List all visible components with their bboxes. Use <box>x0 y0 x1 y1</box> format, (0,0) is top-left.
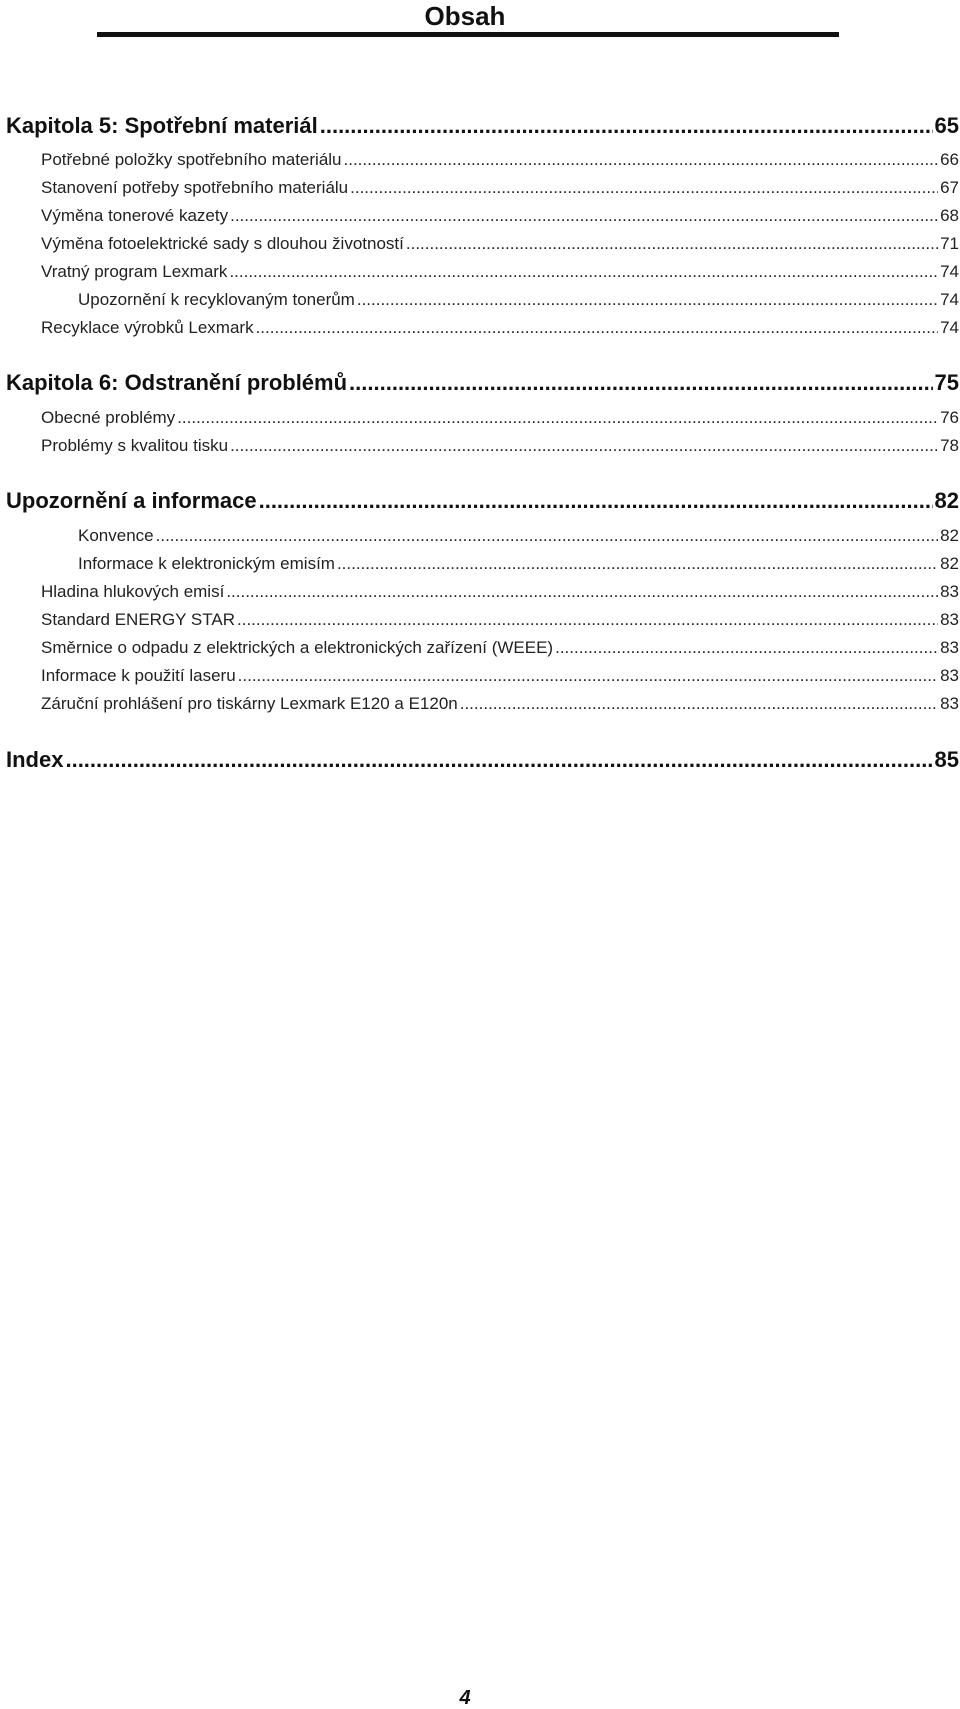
toc-leader-dots <box>357 289 938 311</box>
toc-chapter-title: Index <box>6 747 64 772</box>
toc-entry-page: 82 <box>940 554 959 573</box>
toc-entry[interactable] <box>41 261 959 283</box>
toc-chapter-page: 65 <box>934 113 959 138</box>
toc-entry-title: Informace k elektronickým emisím <box>78 554 335 573</box>
toc-entry-title: Výměna fotoelektrické sady s dlouhou životností <box>41 234 404 253</box>
toc-entry-title: Standard ENERGY STAR <box>41 610 236 629</box>
toc-entry-title: Výměna tonerové kazety <box>41 206 229 225</box>
toc-entry-title: Obecné problémy <box>41 408 176 427</box>
toc-entry-title: Informace k použití laseru <box>41 666 236 685</box>
toc-leader-dots <box>238 665 938 687</box>
toc-subentry[interactable] <box>78 553 959 575</box>
toc-entry-page: 71 <box>940 234 959 253</box>
toc-subentry[interactable] <box>78 525 959 547</box>
toc-leader-dots <box>259 487 933 515</box>
page-title: Obsah <box>424 1 506 31</box>
toc-entry-title: Stanovení potřeby spotřebního materiálu <box>41 178 349 197</box>
toc-leader-dots <box>65 746 932 774</box>
toc-entry[interactable] <box>41 149 959 171</box>
toc-chapter-5[interactable] <box>6 112 959 140</box>
toc-entry[interactable] <box>41 407 959 429</box>
toc-entry[interactable] <box>41 317 959 339</box>
toc-entry-title: Hladina hlukových emisí <box>41 582 225 601</box>
toc-entry-page: 83 <box>940 666 959 685</box>
toc-chapter-index[interactable] <box>6 746 959 774</box>
toc-leader-dots <box>256 317 939 339</box>
toc-chapter-title: Kapitola 6: Odstranění problémů <box>6 370 348 395</box>
toc-leader-dots <box>349 369 932 397</box>
toc-entry-page: 82 <box>940 526 959 545</box>
toc-leader-dots <box>156 525 938 547</box>
toc-entry-page: 68 <box>940 206 959 225</box>
toc-entry-page: 76 <box>940 408 959 427</box>
toc-leader-dots <box>344 149 939 171</box>
toc-entry-title: Směrnice o odpadu z elektrických a elektronických zařízení (WEEE) <box>41 638 554 657</box>
toc-entry-page: 74 <box>940 262 959 281</box>
toc-entry-title: Problémy s kvalitou tisku <box>41 436 229 455</box>
toc-leader-dots <box>237 609 938 631</box>
toc-entry[interactable] <box>41 609 959 631</box>
toc-entry[interactable] <box>41 177 959 199</box>
toc-leader-dots <box>337 553 938 575</box>
toc-chapter-page: 85 <box>934 747 959 772</box>
toc-entry-title: Recyklace výrobků Lexmark <box>41 318 254 337</box>
toc-entry-page: 74 <box>940 318 959 337</box>
toc-entry-title: Potřebné položky spotřebního materiálu <box>41 150 342 169</box>
toc-entry-title: Vratný program Lexmark <box>41 262 228 281</box>
toc-leader-dots <box>320 112 933 140</box>
toc-entry-page: 74 <box>940 290 959 309</box>
toc-entry-page: 83 <box>940 610 959 629</box>
toc-entry-title: Upozornění k recyklovaným tonerům <box>78 290 355 309</box>
toc-entry-page: 66 <box>940 150 959 169</box>
toc-leader-dots <box>406 233 938 255</box>
toc-leader-dots <box>230 205 938 227</box>
toc-leader-dots <box>229 261 938 283</box>
toc-entry-page: 78 <box>940 436 959 455</box>
toc-entry[interactable] <box>41 581 959 603</box>
toc-chapter-page: 82 <box>934 488 959 513</box>
toc-entry[interactable] <box>41 233 959 255</box>
toc-chapter-title: Upozornění a informace <box>6 488 257 513</box>
toc-chapter-notices[interactable] <box>6 487 959 515</box>
toc-chapter-page: 75 <box>934 370 959 395</box>
toc-chapter-title: Kapitola 5: Spotřební materiál <box>6 113 318 138</box>
toc-leader-dots <box>460 693 938 715</box>
toc-leader-dots <box>226 581 938 603</box>
toc-leader-dots <box>350 177 938 199</box>
toc-entry-page: 83 <box>940 694 959 713</box>
toc-subentry[interactable] <box>78 289 959 311</box>
toc-entry-title: Záruční prohlášení pro tiskárny Lexmark E120 a E120n <box>41 694 458 713</box>
toc-entry-page: 83 <box>940 582 959 601</box>
title-rule <box>97 32 839 37</box>
toc-leader-dots <box>230 435 938 457</box>
toc-entry-page: 83 <box>940 638 959 657</box>
toc-leader-dots <box>555 637 938 659</box>
toc-entry-page: 67 <box>940 178 959 197</box>
toc-entry[interactable] <box>41 435 959 457</box>
toc-entry-title: Konvence <box>78 526 154 545</box>
page-number: 4 <box>459 1687 471 1709</box>
toc-entry[interactable] <box>41 665 959 687</box>
toc-entry[interactable] <box>41 693 959 715</box>
toc-entry[interactable] <box>41 637 959 659</box>
toc-chapter-6[interactable] <box>6 369 959 397</box>
toc-leader-dots <box>177 407 938 429</box>
toc-entry[interactable] <box>41 205 959 227</box>
